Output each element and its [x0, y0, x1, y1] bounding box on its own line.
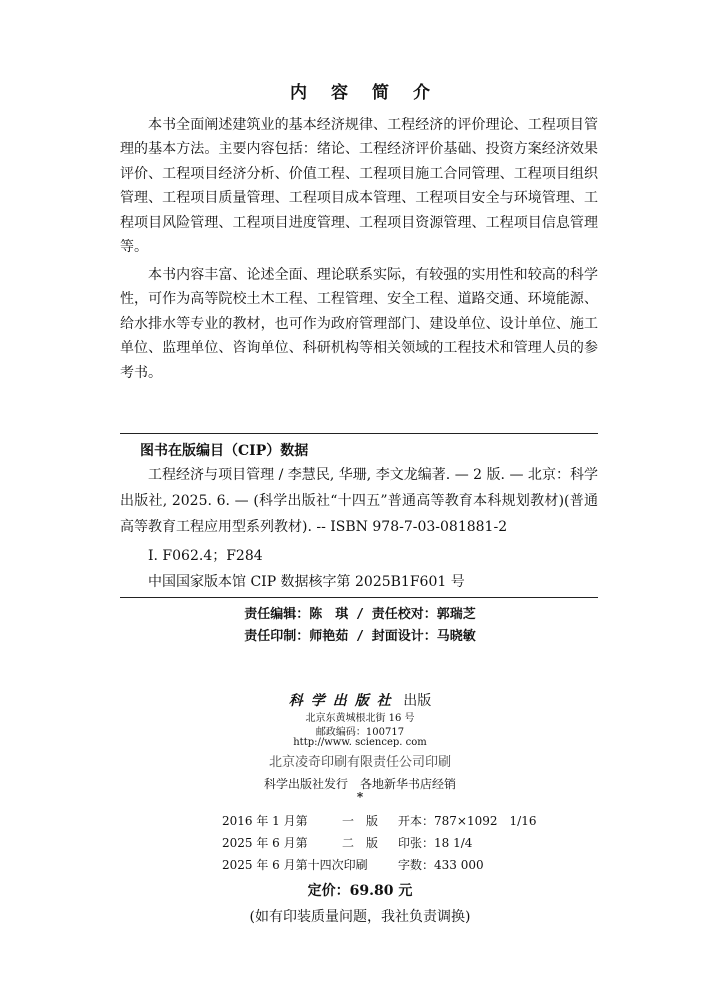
spec-row-2: [222, 834, 472, 851]
spec-value: 433 000: [434, 858, 484, 872]
staff-line-editors: 责任编辑：陈 琪 / 责任校对：郭瑞芝: [244, 607, 476, 622]
cip-approval-number: 中国国家版本馆 CIP 数据核字第 2025B1F601 号: [148, 574, 465, 590]
price-value: 69.80 元: [349, 883, 413, 899]
summary-paragraph-1: 本书全面阐述建筑业的基本经济规律、工程经济的评价理论、工程项目管理的基本方法。主要内容包括：绪论、工程经济评价基础、投资方案经济效果评价、工程项目经济分析、价值工程、工程项目施工合同管理、工程项目组织管理、工程项目质量管理、工程项目成本管理、工程项目安全与环境管理、工程项目风险管理、工程项目进度管理、工程项目资源管理、工程项目信息管理等。: [120, 117, 598, 256]
publisher-logo-name: 科学出版社: [288, 693, 399, 709]
staff-line-production: 责任印制：师艳茹 / 封面设计：马晓敏: [244, 629, 476, 644]
publisher-address: 北京东黄城根北街 16 号: [305, 713, 415, 724]
spec-label: 开本：: [398, 814, 435, 828]
publisher-website: http://www. sciencep. com: [293, 737, 427, 748]
cip-bottom-rule: [120, 597, 598, 598]
separator-star: *: [356, 790, 364, 804]
quality-notice: (如有印装质量问题，我社负责调换): [249, 909, 471, 925]
printer-line: 北京凌奇印刷有限责任公司印刷: [268, 755, 451, 770]
publisher-suffix: 出版: [403, 693, 432, 709]
spec-value: 18 1/4: [434, 836, 473, 850]
distribution-line: 科学出版社发行 各地新华书店经销: [263, 777, 456, 791]
spec-edition: 一 版: [342, 814, 379, 828]
price-line: [0, 880, 720, 900]
spec-date: 2025 年 6 月第十四次印刷: [222, 858, 368, 872]
summary-paragraph-2: 本书内容丰富、论述全面、理论联系实际，有较强的实用性和较高的科学性，可作为高等院校土木工程、工程管理、安全工程、道路交通、环境能源、给水排水等专业的教材，也可作为政府管理部门、建设单位、设计单位、施工单位、监理单位、咨询单位、科研机构等相关领域的工程技术和管理人员的参考书。: [120, 267, 598, 381]
spec-edition: 二 版: [342, 836, 379, 850]
cip-top-rule: [120, 433, 598, 434]
spec-label: 印张：: [398, 836, 435, 850]
spec-date: 2025 年 6 月第: [222, 836, 308, 850]
spec-value: 787×1092 1/16: [434, 814, 537, 828]
spec-row-3: [222, 856, 484, 873]
spec-row-1: [222, 812, 536, 829]
cip-heading: 图书在版编目（CIP）数据: [140, 443, 309, 459]
spec-date: 2016 年 1 月第: [222, 814, 308, 828]
publisher-line: [0, 690, 720, 710]
cip-classification: Ⅰ. F062.4；F284: [148, 548, 263, 564]
cip-record: 工程经济与项目管理 / 李慧民, 华珊, 李文龙编著. — 2 版. — 北京：科学出版社, 2025. 6. — (科学出版社“十四五”普通高等教育本科规划教材)(普通高等教育工程应用型系列教材). -- ISBN 978-7-03-081881-2: [120, 467, 598, 535]
publisher-postcode: 邮政编码：100717: [315, 727, 405, 738]
price-label: 定价：: [307, 883, 350, 899]
spec-label: 字数：: [398, 858, 435, 872]
summary-title: 内容简介: [290, 83, 454, 103]
